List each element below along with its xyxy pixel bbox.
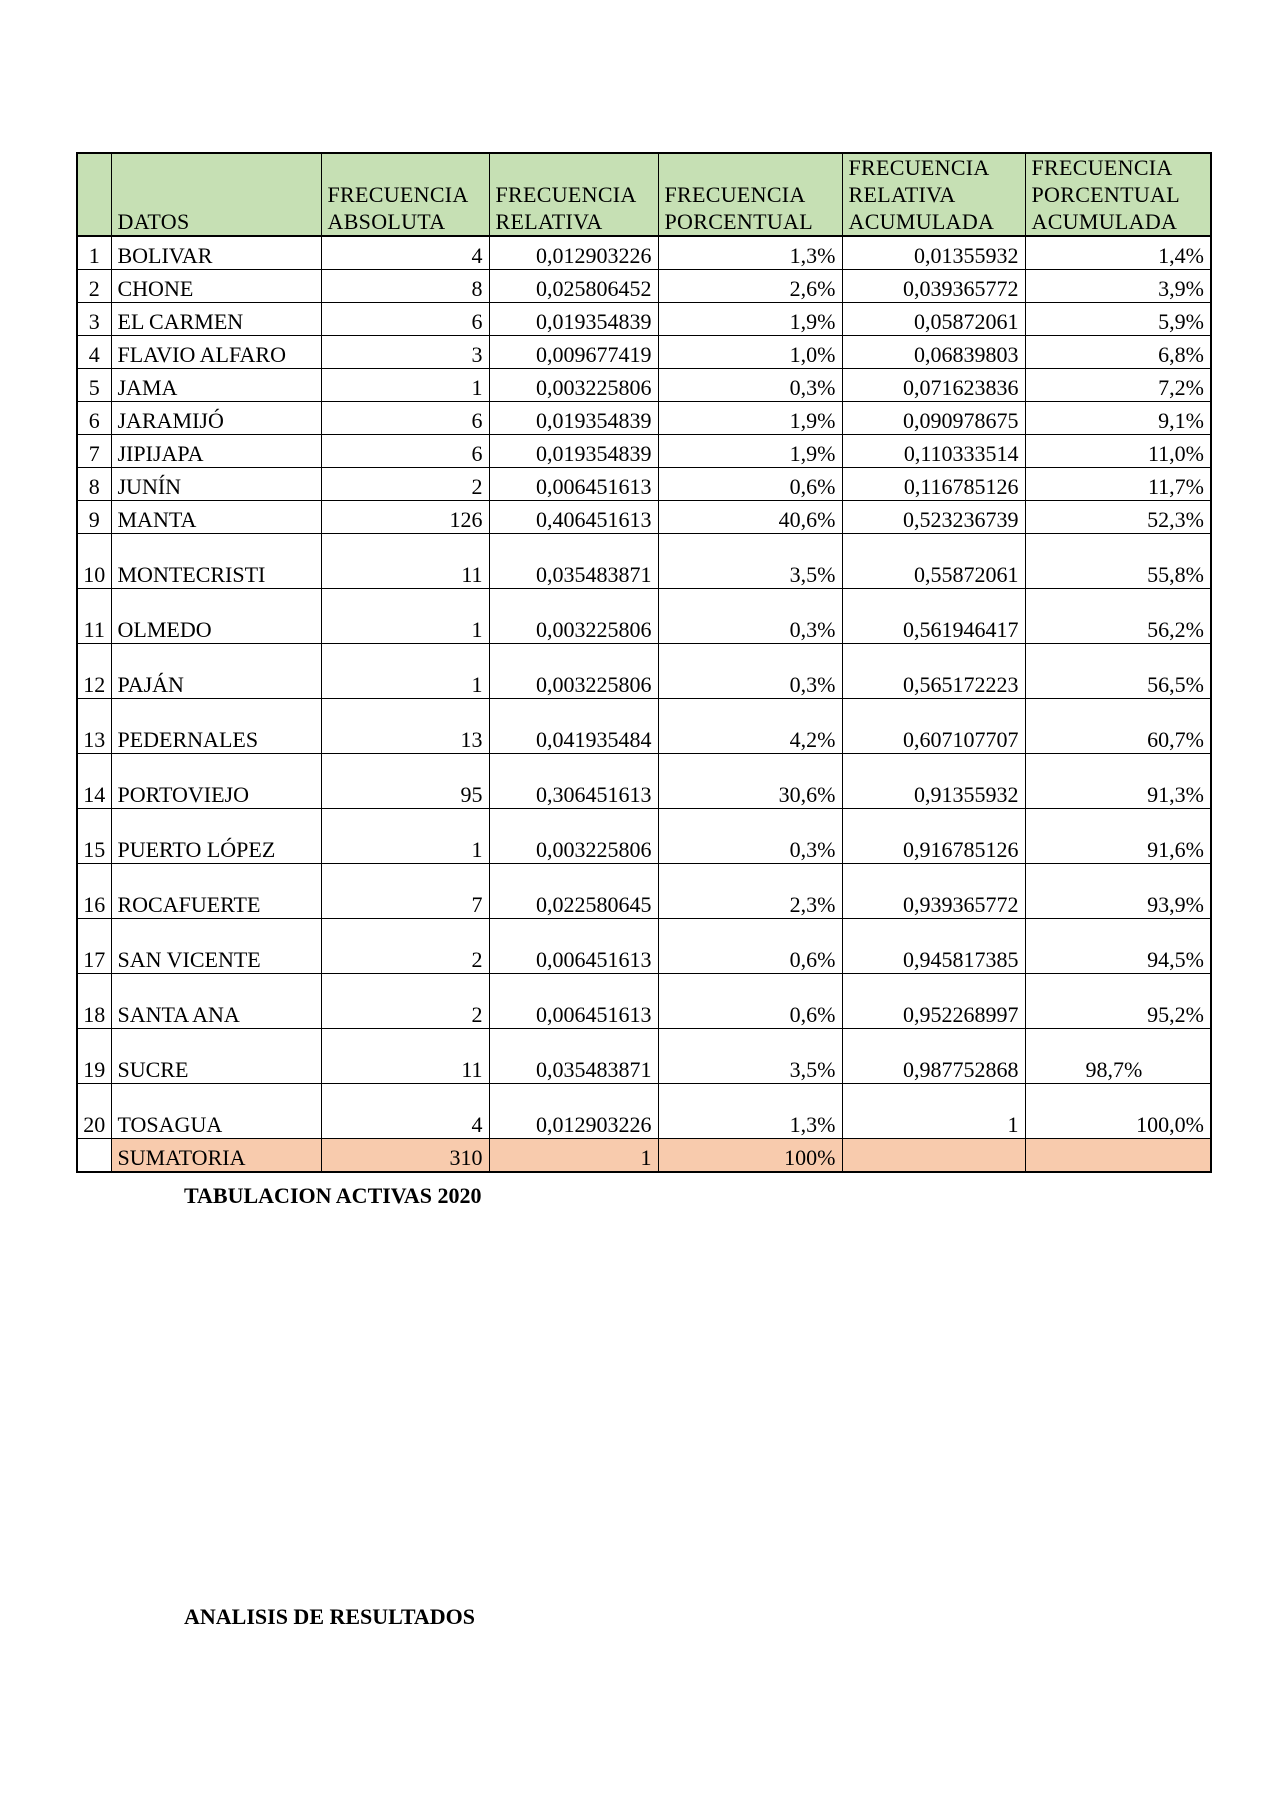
row-frecuencia-relativa: 0,006451613 [489, 974, 658, 1029]
row-frecuencia-porcentual: 1,9% [658, 303, 842, 336]
row-frecuencia-porcentual: 1,9% [658, 402, 842, 435]
total-frecuencia-absoluta: 310 [321, 1139, 489, 1173]
row-frecuencia-porcentual: 40,6% [658, 501, 842, 534]
row-datos: CHONE [111, 270, 321, 303]
total-label: SUMATORIA [111, 1139, 321, 1173]
row-frecuencia-relativa: 0,035483871 [489, 1029, 658, 1084]
row-frecuencia-relativa-acumulada: 0,561946417 [842, 589, 1025, 644]
row-index: 2 [77, 270, 111, 303]
row-frecuencia-relativa: 0,041935484 [489, 699, 658, 754]
row-frecuencia-porcentual: 1,9% [658, 435, 842, 468]
row-frecuencia-absoluta: 2 [321, 974, 489, 1029]
header-frecuencia-porcentual: FRECUENCIA PORCENTUAL [658, 153, 842, 236]
row-frecuencia-porcentual-acumulada: 91,3% [1025, 754, 1211, 809]
row-index: 15 [77, 809, 111, 864]
total-frecuencia-relativa: 1 [489, 1139, 658, 1173]
total-index [77, 1139, 111, 1173]
frequency-table [76, 152, 1212, 1173]
row-frecuencia-absoluta: 1 [321, 644, 489, 699]
header-frecuencia-porcentual-acumulada: FRECUENCIA PORCENTUAL ACUMULADA [1025, 153, 1211, 236]
table-row [77, 534, 1211, 589]
row-frecuencia-relativa: 0,035483871 [489, 534, 658, 589]
row-frecuencia-relativa-acumulada: 0,039365772 [842, 270, 1025, 303]
row-frecuencia-relativa-acumulada: 0,565172223 [842, 644, 1025, 699]
row-frecuencia-absoluta: 1 [321, 809, 489, 864]
row-frecuencia-relativa: 0,406451613 [489, 501, 658, 534]
row-index: 7 [77, 435, 111, 468]
row-frecuencia-absoluta: 11 [321, 534, 489, 589]
row-frecuencia-porcentual-acumulada: 94,5% [1025, 919, 1211, 974]
row-frecuencia-porcentual-acumulada: 98,7% [1025, 1029, 1211, 1084]
row-frecuencia-relativa-acumulada: 0,071623836 [842, 369, 1025, 402]
row-frecuencia-relativa-acumulada: 0,110333514 [842, 435, 1025, 468]
row-frecuencia-porcentual-acumulada: 100,0% [1025, 1084, 1211, 1139]
row-frecuencia-relativa: 0,006451613 [489, 468, 658, 501]
row-index: 20 [77, 1084, 111, 1139]
row-index: 9 [77, 501, 111, 534]
row-index: 10 [77, 534, 111, 589]
row-frecuencia-relativa: 0,003225806 [489, 809, 658, 864]
table-row [77, 699, 1211, 754]
row-frecuencia-porcentual: 1,0% [658, 336, 842, 369]
row-index: 4 [77, 336, 111, 369]
row-frecuencia-porcentual: 3,5% [658, 534, 842, 589]
analysis-heading: ANALISIS DE RESULTADOS [184, 1604, 475, 1629]
row-frecuencia-relativa: 0,019354839 [489, 303, 658, 336]
table-row [77, 435, 1211, 468]
row-datos: PEDERNALES [111, 699, 321, 754]
row-frecuencia-porcentual: 4,2% [658, 699, 842, 754]
row-datos: FLAVIO ALFARO [111, 336, 321, 369]
row-frecuencia-relativa-acumulada: 1 [842, 1084, 1025, 1139]
row-frecuencia-porcentual: 0,3% [658, 644, 842, 699]
row-frecuencia-porcentual-acumulada: 3,9% [1025, 270, 1211, 303]
row-frecuencia-relativa: 0,012903226 [489, 236, 658, 270]
table-row [77, 270, 1211, 303]
row-frecuencia-absoluta: 6 [321, 402, 489, 435]
row-index: 13 [77, 699, 111, 754]
table-row [77, 644, 1211, 699]
row-index: 6 [77, 402, 111, 435]
row-index: 3 [77, 303, 111, 336]
row-datos: OLMEDO [111, 589, 321, 644]
row-datos: SUCRE [111, 1029, 321, 1084]
row-frecuencia-relativa-acumulada: 0,91355932 [842, 754, 1025, 809]
row-index: 1 [77, 236, 111, 270]
row-frecuencia-porcentual: 3,5% [658, 1029, 842, 1084]
row-frecuencia-porcentual-acumulada: 1,4% [1025, 236, 1211, 270]
row-frecuencia-porcentual: 30,6% [658, 754, 842, 809]
row-frecuencia-relativa-acumulada: 0,01355932 [842, 236, 1025, 270]
total-row [77, 1139, 1211, 1173]
table-caption: TABULACION ACTIVAS 2020 [184, 1183, 482, 1208]
row-frecuencia-porcentual: 0,6% [658, 919, 842, 974]
row-frecuencia-relativa-acumulada: 0,945817385 [842, 919, 1025, 974]
table-row [77, 402, 1211, 435]
row-frecuencia-porcentual-acumulada: 93,9% [1025, 864, 1211, 919]
row-index: 17 [77, 919, 111, 974]
row-frecuencia-relativa: 0,022580645 [489, 864, 658, 919]
row-frecuencia-porcentual-acumulada: 11,7% [1025, 468, 1211, 501]
row-frecuencia-porcentual: 1,3% [658, 236, 842, 270]
row-frecuencia-relativa: 0,025806452 [489, 270, 658, 303]
table-row [77, 336, 1211, 369]
row-datos: SANTA ANA [111, 974, 321, 1029]
row-frecuencia-porcentual-acumulada: 56,2% [1025, 589, 1211, 644]
row-index: 14 [77, 754, 111, 809]
row-frecuencia-relativa: 0,019354839 [489, 402, 658, 435]
row-frecuencia-relativa-acumulada: 0,952268997 [842, 974, 1025, 1029]
row-frecuencia-porcentual: 0,3% [658, 809, 842, 864]
row-datos: JAMA [111, 369, 321, 402]
table-row [77, 919, 1211, 974]
row-frecuencia-porcentual: 2,3% [658, 864, 842, 919]
row-frecuencia-relativa-acumulada: 0,55872061 [842, 534, 1025, 589]
row-datos: JARAMIJÓ [111, 402, 321, 435]
row-frecuencia-relativa-acumulada: 0,987752868 [842, 1029, 1025, 1084]
row-frecuencia-porcentual: 0,3% [658, 369, 842, 402]
row-frecuencia-absoluta: 1 [321, 369, 489, 402]
row-frecuencia-absoluta: 6 [321, 435, 489, 468]
row-frecuencia-relativa-acumulada: 0,607107707 [842, 699, 1025, 754]
row-datos: JUNÍN [111, 468, 321, 501]
table-row [77, 468, 1211, 501]
row-frecuencia-absoluta: 4 [321, 236, 489, 270]
row-index: 8 [77, 468, 111, 501]
header-frecuencia-relativa: FRECUENCIA RELATIVA [489, 153, 658, 236]
row-datos: PAJÁN [111, 644, 321, 699]
row-index: 16 [77, 864, 111, 919]
row-frecuencia-relativa: 0,003225806 [489, 589, 658, 644]
header-datos: DATOS [111, 153, 321, 236]
row-frecuencia-porcentual-acumulada: 95,2% [1025, 974, 1211, 1029]
row-datos: PORTOVIEJO [111, 754, 321, 809]
row-frecuencia-relativa-acumulada: 0,116785126 [842, 468, 1025, 501]
row-frecuencia-relativa: 0,006451613 [489, 919, 658, 974]
row-frecuencia-relativa: 0,306451613 [489, 754, 658, 809]
row-datos: SAN VICENTE [111, 919, 321, 974]
table-row [77, 236, 1211, 270]
row-frecuencia-relativa-acumulada: 0,523236739 [842, 501, 1025, 534]
row-frecuencia-porcentual: 1,3% [658, 1084, 842, 1139]
row-frecuencia-relativa: 0,003225806 [489, 369, 658, 402]
row-datos: EL CARMEN [111, 303, 321, 336]
table-body [77, 153, 1211, 1172]
header-frecuencia-relativa-acumulada: FRECUENCIA RELATIVA ACUMULADA [842, 153, 1025, 236]
row-index: 18 [77, 974, 111, 1029]
row-frecuencia-porcentual: 0,6% [658, 974, 842, 1029]
row-datos: TOSAGUA [111, 1084, 321, 1139]
total-frecuencia-porcentual: 100% [658, 1139, 842, 1173]
row-datos: JIPIJAPA [111, 435, 321, 468]
row-frecuencia-absoluta: 126 [321, 501, 489, 534]
header-frecuencia-absoluta: FRECUENCIA ABSOLUTA [321, 153, 489, 236]
row-frecuencia-relativa: 0,003225806 [489, 644, 658, 699]
row-frecuencia-porcentual-acumulada: 11,0% [1025, 435, 1211, 468]
row-frecuencia-absoluta: 95 [321, 754, 489, 809]
total-frecuencia-relativa-acumulada [842, 1139, 1025, 1173]
row-frecuencia-porcentual-acumulada: 7,2% [1025, 369, 1211, 402]
table-row [77, 369, 1211, 402]
table-row [77, 809, 1211, 864]
row-frecuencia-absoluta: 4 [321, 1084, 489, 1139]
row-frecuencia-porcentual-acumulada: 60,7% [1025, 699, 1211, 754]
table-row [77, 1029, 1211, 1084]
table-row [77, 1084, 1211, 1139]
row-frecuencia-porcentual-acumulada: 55,8% [1025, 534, 1211, 589]
row-index: 11 [77, 589, 111, 644]
row-frecuencia-porcentual: 0,3% [658, 589, 842, 644]
row-datos: MONTECRISTI [111, 534, 321, 589]
row-frecuencia-absoluta: 7 [321, 864, 489, 919]
row-frecuencia-porcentual: 0,6% [658, 468, 842, 501]
table-header-row [77, 153, 1211, 236]
row-datos: BOLIVAR [111, 236, 321, 270]
row-index: 19 [77, 1029, 111, 1084]
row-frecuencia-absoluta: 2 [321, 919, 489, 974]
row-frecuencia-porcentual: 2,6% [658, 270, 842, 303]
row-frecuencia-absoluta: 1 [321, 589, 489, 644]
header-index [77, 153, 111, 236]
row-frecuencia-porcentual-acumulada: 9,1% [1025, 402, 1211, 435]
row-index: 5 [77, 369, 111, 402]
table-row [77, 864, 1211, 919]
row-frecuencia-relativa-acumulada: 0,939365772 [842, 864, 1025, 919]
row-frecuencia-absoluta: 8 [321, 270, 489, 303]
row-index: 12 [77, 644, 111, 699]
row-frecuencia-porcentual-acumulada: 5,9% [1025, 303, 1211, 336]
row-frecuencia-porcentual-acumulada: 91,6% [1025, 809, 1211, 864]
row-frecuencia-porcentual-acumulada: 52,3% [1025, 501, 1211, 534]
row-frecuencia-porcentual-acumulada: 6,8% [1025, 336, 1211, 369]
row-datos: MANTA [111, 501, 321, 534]
row-datos: PUERTO LÓPEZ [111, 809, 321, 864]
row-frecuencia-relativa-acumulada: 0,916785126 [842, 809, 1025, 864]
table-row [77, 754, 1211, 809]
row-frecuencia-absoluta: 13 [321, 699, 489, 754]
table-row [77, 974, 1211, 1029]
row-frecuencia-relativa-acumulada: 0,090978675 [842, 402, 1025, 435]
row-frecuencia-relativa-acumulada: 0,06839803 [842, 336, 1025, 369]
table-row [77, 303, 1211, 336]
row-frecuencia-relativa: 0,019354839 [489, 435, 658, 468]
table-row [77, 589, 1211, 644]
row-frecuencia-relativa: 0,009677419 [489, 336, 658, 369]
row-frecuencia-absoluta: 6 [321, 303, 489, 336]
row-frecuencia-absoluta: 3 [321, 336, 489, 369]
row-frecuencia-relativa: 0,012903226 [489, 1084, 658, 1139]
row-datos: ROCAFUERTE [111, 864, 321, 919]
row-frecuencia-porcentual-acumulada: 56,5% [1025, 644, 1211, 699]
row-frecuencia-absoluta: 2 [321, 468, 489, 501]
row-frecuencia-relativa-acumulada: 0,05872061 [842, 303, 1025, 336]
table-row [77, 501, 1211, 534]
row-frecuencia-absoluta: 11 [321, 1029, 489, 1084]
total-frecuencia-porcentual-acumulada [1025, 1139, 1211, 1173]
